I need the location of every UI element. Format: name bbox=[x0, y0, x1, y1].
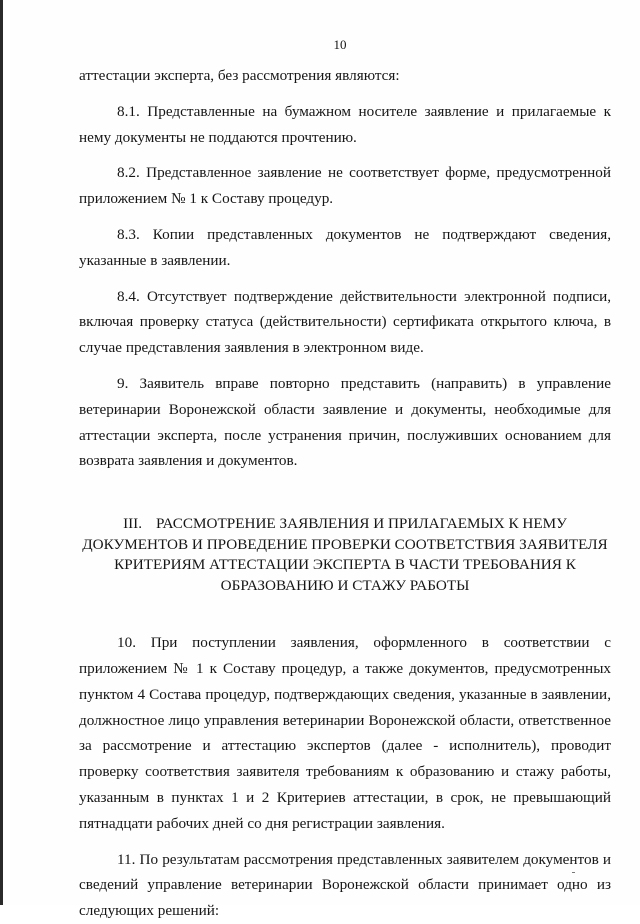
section-number: III. bbox=[123, 515, 143, 533]
section-title: РАССМОТРЕНИЕ ЗАЯВЛЕНИЯ И ПРИЛАГАЕМЫХ К НЕМУ ДОКУМЕНТОВ И ПРОВЕДЕНИЕ ПРОВЕРКИ СООТВЕТСТВИЯ ЗАЯВИТЕЛЯ КРИТЕРИЯМ АТТЕСТАЦИИ ЭКСПЕРТА В ЧАСТИ ТРЕБОВАНИЯ К ОБРАЗОВАНИЮ И СТАЖУ РАБОТЫ bbox=[82, 515, 608, 594]
scan-edge bbox=[0, 0, 3, 905]
page-number: 10 bbox=[333, 37, 347, 52]
paragraph-10: 10. При поступлении заявления, оформленного в соответствии с приложением № 1 к Составу процедур, а также документов, предусмотренных пунктом 4 Состава процедур, подтверждающих сведения, указанные в заявлении, должностное лицо управления ветеринарии Воронежской области, ответственное за рассмотрение и аттестацию экспертов (далее - исполнитель), проводит проверку соответствия заявителя требованиям к образованию и стажу работы, указанным в пунктах 1 и 2 Критериев аттестации, в срок, не превышающий пятнадцати рабочих дней со дня регистрации заявления. bbox=[79, 634, 611, 832]
paragraph-8-1: 8.1. Представленные на бумажном носителе заявление и прилагаемые к нему документы не поддаются прочтению. bbox=[79, 102, 611, 146]
paragraph-8-3: 8.3. Копии представленных документов не подтверждают сведения, указанные в заявлении. bbox=[79, 225, 611, 269]
paragraph-11: 11. По результатам рассмотрения представленных заявителем документов и сведений управление ветеринарии Воронежской области принимает одно из следующих решений: bbox=[79, 850, 611, 920]
document-body bbox=[79, 63, 611, 924]
section-heading bbox=[79, 514, 611, 596]
paragraph-continuation: аттестации эксперта, без рассмотрения являются: bbox=[79, 67, 400, 84]
paragraph-8-4: 8.4. Отсутствует подтверждение действительности электронной подписи, включая проверку статуса (действительности) сертификата открытого ключа, в случае представления заявления в электронном виде. bbox=[79, 287, 611, 357]
paragraph-8-2: 8.2. Представленное заявление не соответствует форме, предусмотренной приложением № 1 к Составу процедур. bbox=[79, 164, 611, 208]
scan-speck bbox=[572, 872, 575, 873]
paragraph-9: 9. Заявитель вправе повторно представить (направить) в управление ветеринарии Воронежской области заявление и документы, необходимые для аттестации эксперта, после устранения причин, послуживших основанием для возврата заявления и документов. bbox=[79, 374, 611, 470]
